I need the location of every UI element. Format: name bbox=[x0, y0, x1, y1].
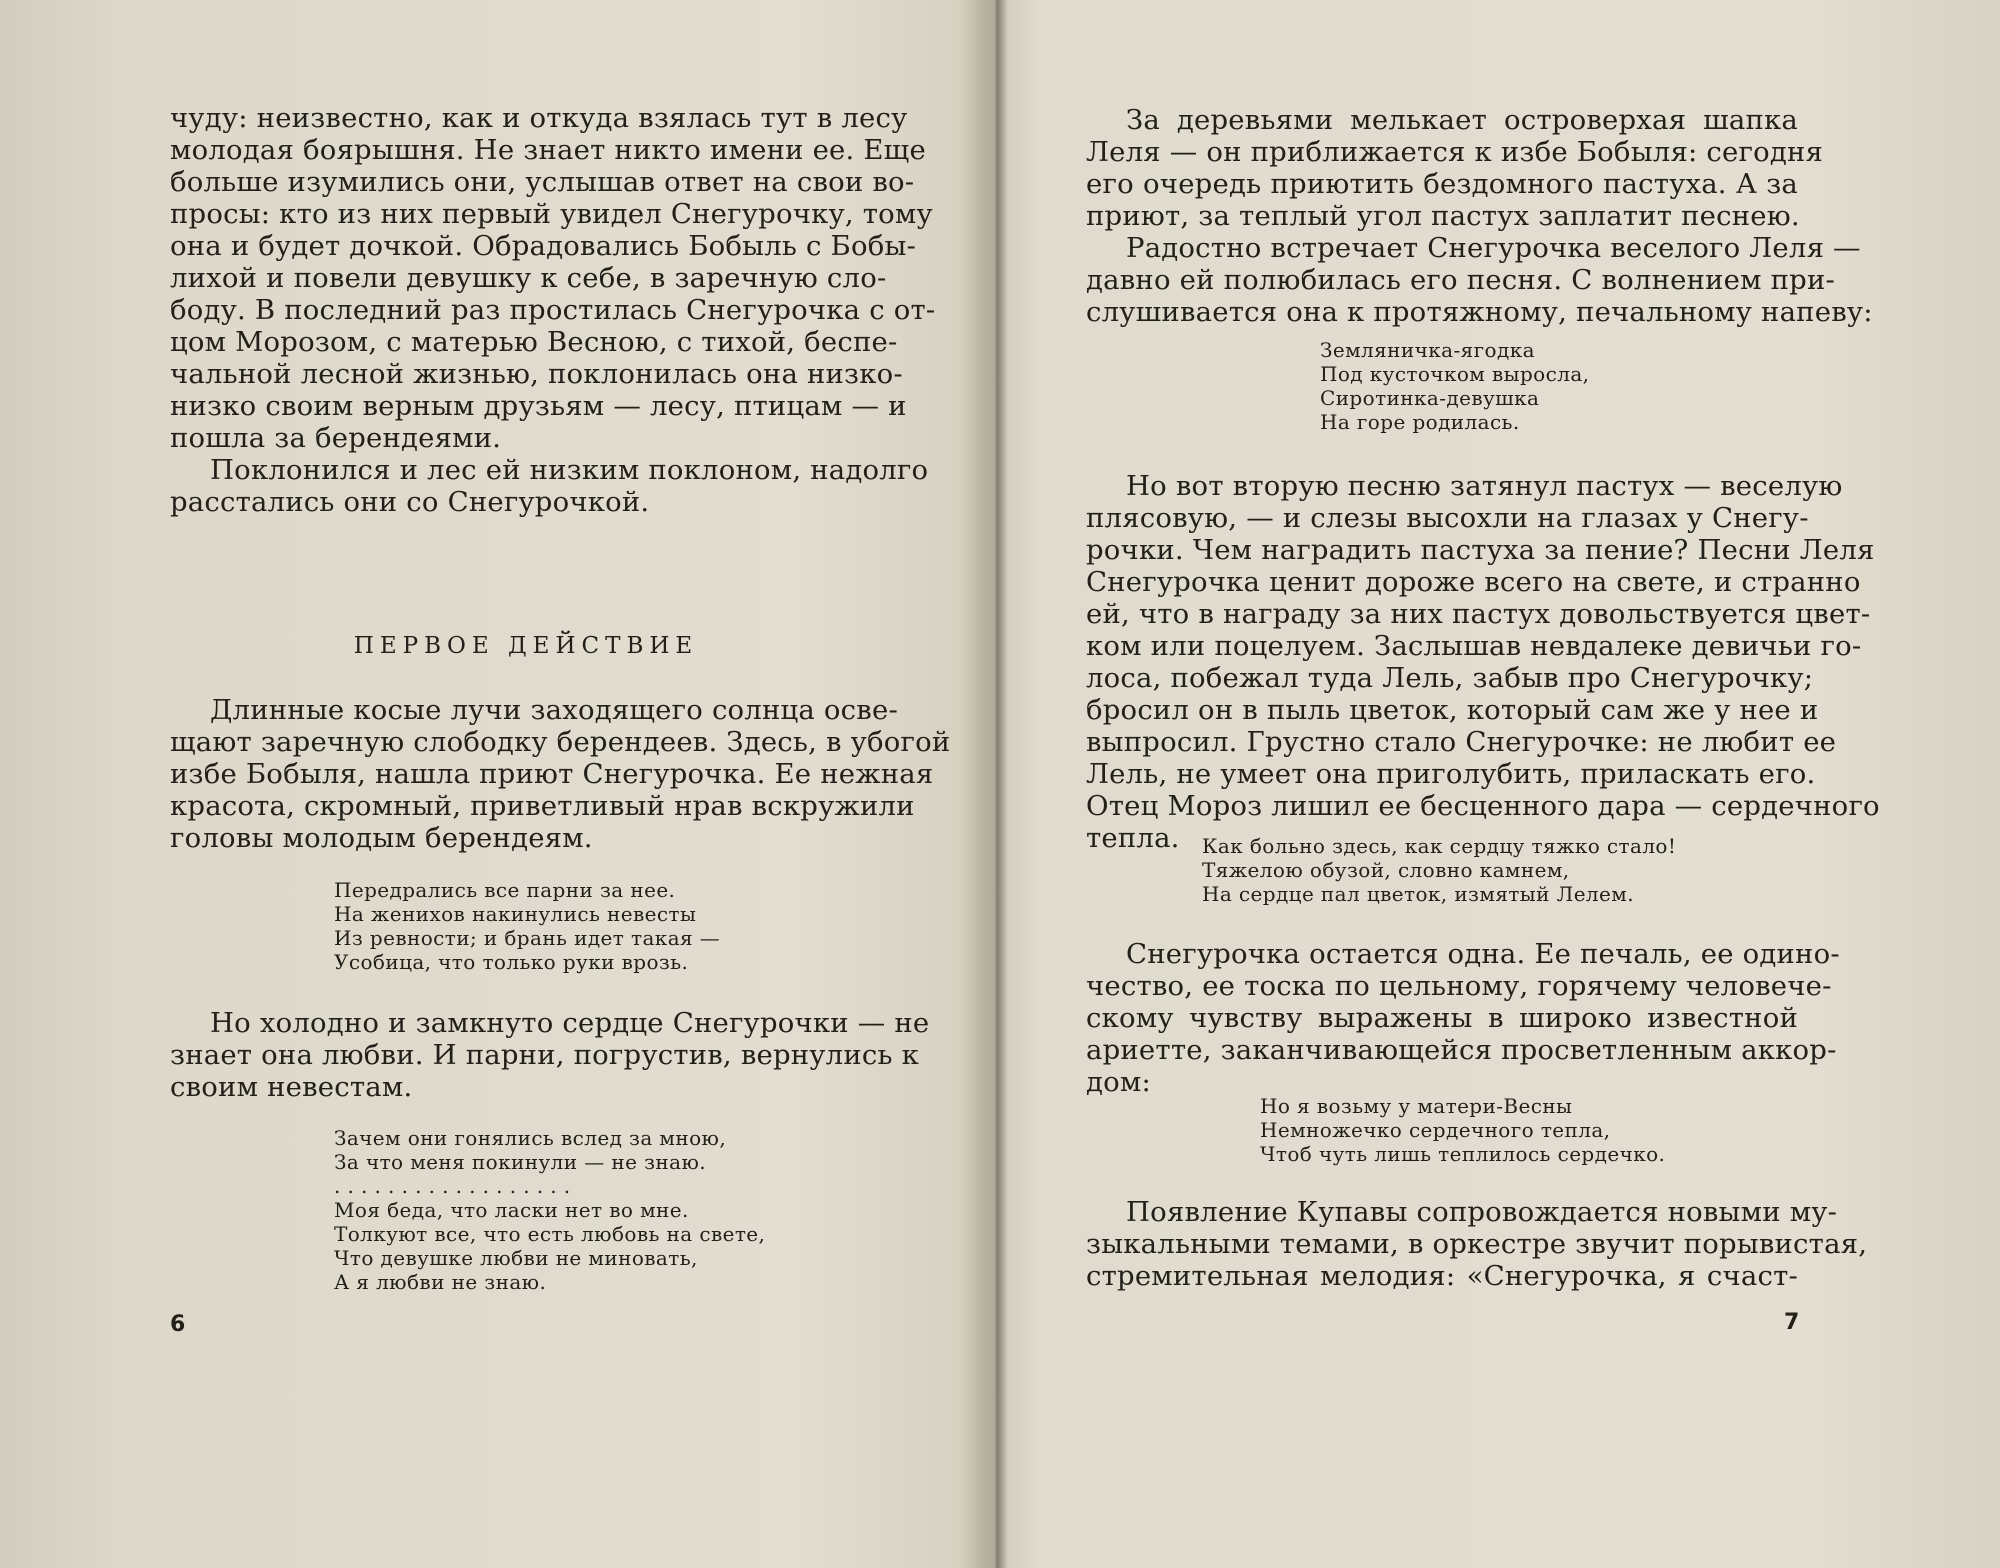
text-line: чальной лесной жизнью, поклонилась она низко- bbox=[170, 358, 903, 390]
text-line: Поклонился и лес ей низким поклоном, надолго bbox=[210, 454, 929, 486]
right-page bbox=[994, 0, 2000, 1568]
text-line: больше изумились они, услышав ответ на свои во- bbox=[170, 166, 915, 198]
verse-line: Что девушке любви не миновать, bbox=[334, 1246, 698, 1270]
right-verse-2 bbox=[1202, 834, 1676, 906]
text-line: стремительная мелодия: «Снегурочка, я счаст- bbox=[1086, 1260, 1798, 1292]
text-line: чество, ее тоска по цельному, горячему человече- bbox=[1086, 970, 1832, 1002]
right-paragraph-2 bbox=[1086, 232, 1873, 328]
page-number: 7 bbox=[1784, 1310, 1800, 1335]
text-line: бросил он в пыль цветок, который сам же у нее и bbox=[1086, 694, 1819, 726]
text-line: она и будет дочкой. Обрадовались Бобыль с Бобы- bbox=[170, 230, 917, 262]
text-line: Но холодно и замкнуто сердце Снегурочки — не bbox=[210, 1007, 930, 1039]
text-line: головы молодым берендеям. bbox=[170, 822, 593, 854]
verse-dots: . . . . . . . . . . . . . . . . . . bbox=[334, 1174, 571, 1198]
text-line: плясовую, — и слезы высохли на глазах у Снегу- bbox=[1086, 502, 1809, 534]
text-line: дом: bbox=[1086, 1066, 1151, 1098]
left-paragraph-2 bbox=[170, 454, 929, 518]
verse-line: На горе родилась. bbox=[1320, 410, 1520, 434]
text-line: знает она любви. И парни, погрустив, вернулись к bbox=[170, 1039, 919, 1071]
verse-line: Тяжелою обузой, словно камнем, bbox=[1202, 858, 1570, 882]
text-line: скому чувству выражены в широко известной bbox=[1086, 1002, 1798, 1034]
text-line: своим невестам. bbox=[170, 1071, 413, 1103]
text-line: цом Морозом, с матерью Весною, с тихой, беспе- bbox=[170, 326, 898, 358]
text-line: избе Бобыля, нашла приют Снегурочка. Ее нежная bbox=[170, 758, 934, 790]
text-line: выпросил. Грустно стало Снегурочке: не любит ее bbox=[1086, 726, 1837, 758]
page-number: 6 bbox=[170, 1312, 186, 1337]
verse-line: Земляничка-ягодка bbox=[1320, 338, 1535, 362]
verse-line: Под кусточком выросла, bbox=[1320, 362, 1590, 386]
text-line: лихой и повели девушку к себе, в заречную сло- bbox=[170, 262, 887, 294]
text-line: зыкальными темами, в оркестре звучит порывистая, bbox=[1086, 1228, 1868, 1260]
text-line: слушивается она к протяжному, печальному напеву: bbox=[1086, 296, 1873, 328]
right-paragraph-4 bbox=[1086, 938, 1840, 1098]
verse-line: Передрались все парни за нее. bbox=[334, 878, 676, 902]
left-page bbox=[0, 0, 994, 1568]
text-line: Отец Мороз лишил ее бесценного дара — сердечного bbox=[1086, 790, 1880, 822]
text-line: За деревьями мелькает островерхая шапка bbox=[1126, 104, 1798, 136]
verse-line: Усобица, что только руки врозь. bbox=[334, 950, 689, 974]
left-verse-2 bbox=[334, 1126, 765, 1294]
text-line: низко своим верным друзьям — лесу, птицам — и bbox=[170, 390, 907, 422]
verse-line: Сиротинка-девушка bbox=[1320, 386, 1540, 410]
verse-line: Немножечко сердечного тепла, bbox=[1260, 1118, 1611, 1142]
verse-line: Но я возьму у матери-Весны bbox=[1260, 1094, 1573, 1118]
text-line: просы: кто из них первый увидел Снегурочку, тому bbox=[170, 198, 933, 230]
text-line: боду. В последний раз простилась Снегурочка с от- bbox=[170, 294, 936, 326]
text-line: чуду: неизвестно, как и откуда взялась тут в лесу bbox=[170, 102, 908, 134]
verse-line: Зачем они гонялись вслед за мною, bbox=[334, 1126, 727, 1150]
text-line: его очередь приютить бездомного пастуха. А за bbox=[1086, 168, 1798, 200]
left-paragraph-3 bbox=[170, 694, 951, 854]
text-line: Появление Купавы сопровождается новыми му- bbox=[1126, 1196, 1838, 1228]
right-paragraph-5 bbox=[1086, 1196, 1868, 1292]
text-line: щают заречную слободку берендеев. Здесь, в убогой bbox=[170, 726, 951, 758]
text-line: тепла. bbox=[1086, 822, 1180, 854]
text-line: ариетте, заканчивающейся просветленным аккор- bbox=[1086, 1034, 1837, 1066]
verse-line: На женихов накинулись невесты bbox=[334, 902, 697, 926]
text-line: Радостно встречает Снегурочка веселого Леля — bbox=[1126, 232, 1861, 264]
text-line: рочки. Чем наградить пастуха за пение? Песни Леля bbox=[1086, 534, 1875, 566]
text-line: красота, скромный, приветливый нрав вскружили bbox=[170, 790, 915, 822]
right-verse-3 bbox=[1260, 1094, 1665, 1166]
text-line: давно ей полюбилась его песня. С волнением при- bbox=[1086, 264, 1835, 296]
verse-line: За что меня покинули — не знаю. bbox=[334, 1150, 707, 1174]
verse-line: Моя беда, что ласки нет во мне. bbox=[334, 1198, 689, 1222]
text-line: пошла за берендеями. bbox=[170, 422, 502, 454]
left-paragraph-4 bbox=[170, 1007, 930, 1103]
verse-line: А я любви не знаю. bbox=[334, 1270, 547, 1294]
text-line: Снегурочка остается одна. Ее печаль, ее одино- bbox=[1126, 938, 1840, 970]
verse-line: Толкуют все, что есть любовь на свете, bbox=[334, 1222, 766, 1246]
right-paragraph-3 bbox=[1086, 470, 1880, 854]
verse-line: Чтоб чуть лишь теплилось сердечко. bbox=[1260, 1142, 1666, 1166]
text-line: приют, за теплый угол пастух заплатит песнею. bbox=[1086, 200, 1800, 232]
right-verse-1 bbox=[1320, 338, 1589, 434]
text-line: расстались они со Снегурочкой. bbox=[170, 486, 650, 518]
text-line: молодая боярышня. Не знает никто имени ее. Еще bbox=[170, 134, 926, 166]
text-line: Лель, не умеет она приголубить, приласкать его. bbox=[1086, 758, 1816, 790]
text-line: Длинные косые лучи заходящего солнца осве- bbox=[210, 694, 898, 726]
text-line: Но вот вторую песню затянул пастух — веселую bbox=[1126, 470, 1843, 502]
left-paragraph-1 bbox=[170, 102, 936, 454]
left-verse-1 bbox=[334, 878, 720, 974]
text-line: Леля — он приближается к избе Бобыля: сегодня bbox=[1086, 136, 1824, 168]
verse-line: Из ревности; и брань идет такая — bbox=[334, 926, 721, 950]
verse-line: На сердце пал цветок, измятый Лелем. bbox=[1202, 882, 1634, 906]
section-heading: ПЕРВОЕ ДЕЙСТВИЕ bbox=[353, 633, 699, 659]
verse-line: Как больно здесь, как сердцу тяжко стало! bbox=[1202, 834, 1677, 858]
text-line: лоса, побежал туда Лель, забыв про Снегурочку; bbox=[1086, 662, 1814, 694]
text-line: ком или поцелуем. Заслышав невдалеке девичьи го- bbox=[1086, 630, 1862, 662]
text-line: Снегурочка ценит дороже всего на свете, и странно bbox=[1086, 566, 1861, 598]
text-line: ей, что в награду за них пастух довольствуется цвет- bbox=[1086, 598, 1871, 630]
right-paragraph-1 bbox=[1086, 104, 1824, 232]
